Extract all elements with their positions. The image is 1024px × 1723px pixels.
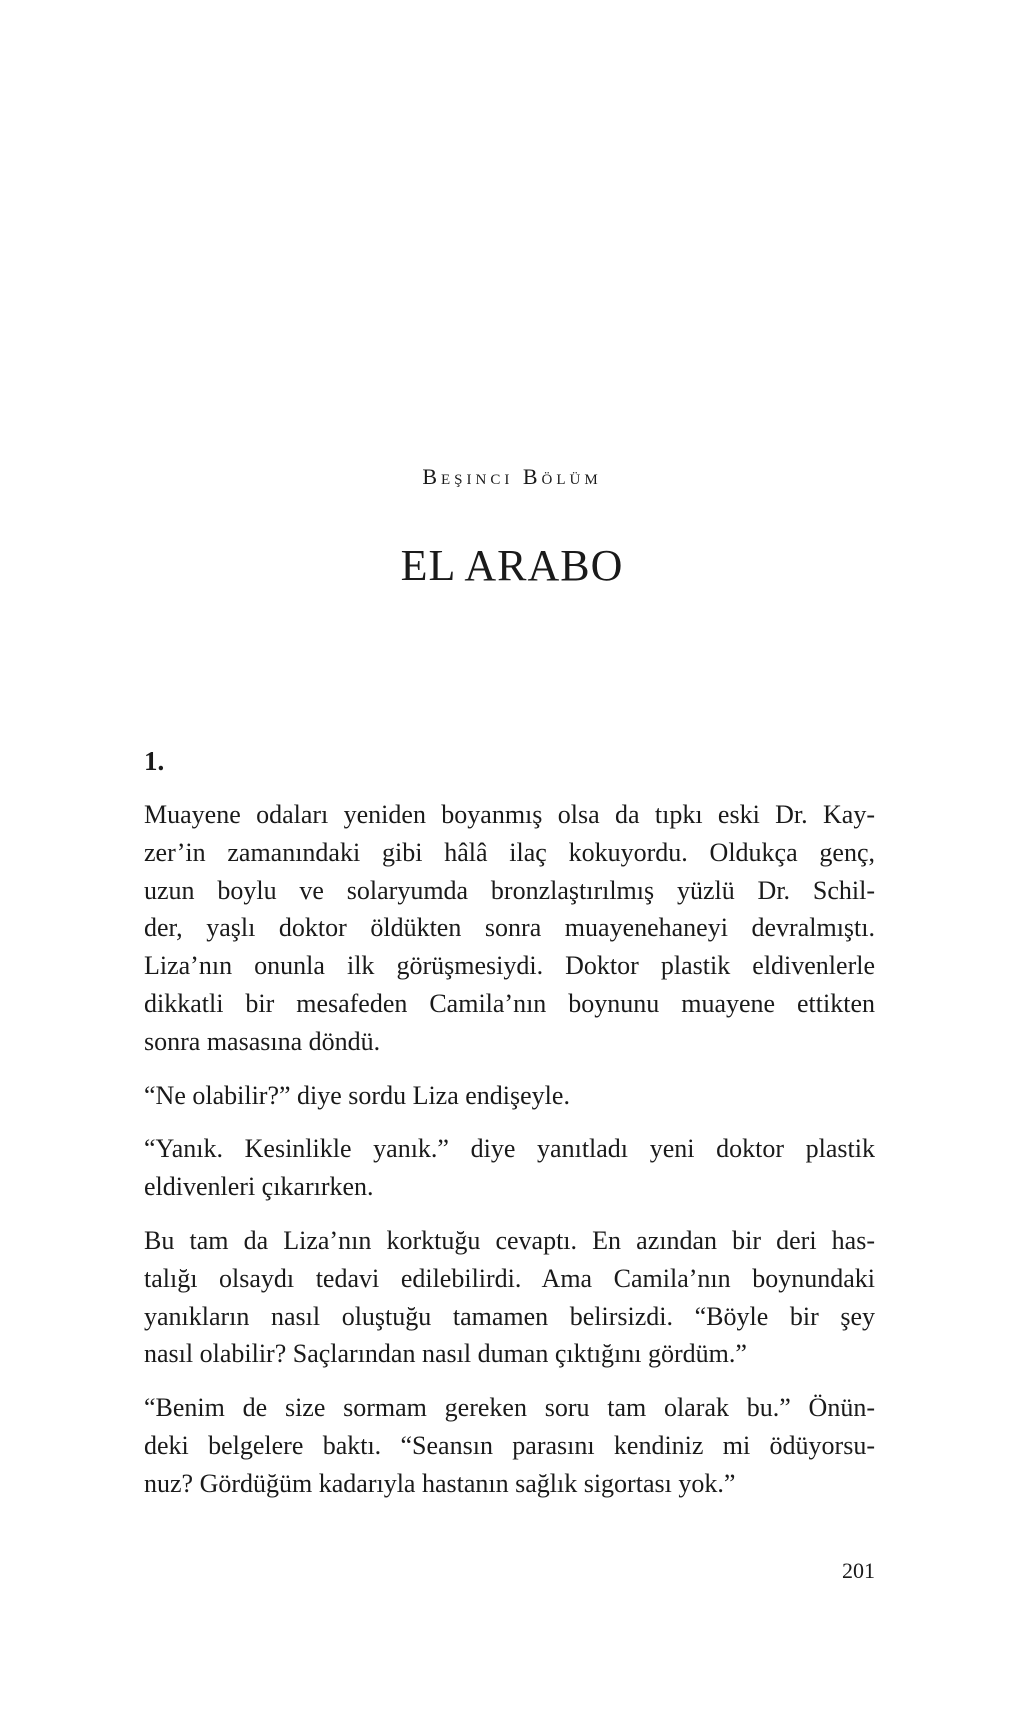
text-line: “Benim de size sormam gereken soru tam olarak bu.” Önün- — [144, 1393, 875, 1423]
paragraph — [144, 1222, 875, 1373]
text-line: dikkatli bir mesafeden Camila’nın boynunu muayene ettikten — [144, 988, 875, 1018]
section-number: 1. — [144, 746, 165, 776]
text-line: “Ne olabilir?” diye sordu Liza endişeyle. — [144, 1080, 570, 1110]
text-line: zer’in zamanındaki gibi hâlâ ilaç kokuyordu. Oldukça genç, — [144, 837, 875, 867]
text-line: der, yaşlı doktor öldükten sonra muayenehaneyi devralmıştı. — [144, 913, 875, 943]
paragraph — [144, 1130, 875, 1206]
text-line: sonra masasına döndü. — [144, 1026, 381, 1056]
text-line: Liza’nın onunla ilk görüşmesiydi. Doktor plastik eldivenlerle — [144, 951, 875, 981]
page-number: 201 — [842, 1558, 875, 1583]
paragraph — [144, 796, 875, 1061]
text-line: “Yanık. Kesinlikle yanık.” diye yanıtladı yeni doktor plastik — [144, 1134, 875, 1164]
text-line: nuz? Gördüğüm kadarıyla hastanın sağlık sigortası yok.” — [144, 1468, 736, 1498]
text-line: Bu tam da Liza’nın korktuğu cevaptı. En azından bir deri has- — [144, 1225, 875, 1255]
text-line: Muayene odaları yeniden boyanmış olsa da tıpkı eski Dr. Kay- — [144, 800, 875, 829]
text-line: eldivenleri çıkarırken. — [144, 1172, 374, 1202]
body-text — [144, 796, 875, 1519]
text-line: talığı olsaydı tedavi edilebilirdi. Ama Camila’nın boynundaki — [144, 1263, 875, 1293]
paragraph — [144, 1077, 875, 1115]
chapter-title: EL ARABO — [400, 541, 624, 590]
text-line: nasıl olabilir? Saçlarından nasıl duman çıktığını gördüm.” — [144, 1339, 747, 1369]
text-line: yanıkların nasıl oluştuğu tamamen belirsizdi. “Böyle bir şey — [144, 1301, 875, 1331]
text-line: uzun boylu ve solaryumda bronzlaştırılmış yüzlü Dr. Schil- — [144, 875, 875, 905]
text-line: deki belgelere baktı. “Seansın parasını kendiniz mi ödüyorsu- — [144, 1430, 875, 1460]
paragraph — [144, 1389, 875, 1502]
chapter-label: Beşinci Bölüm — [422, 464, 602, 489]
